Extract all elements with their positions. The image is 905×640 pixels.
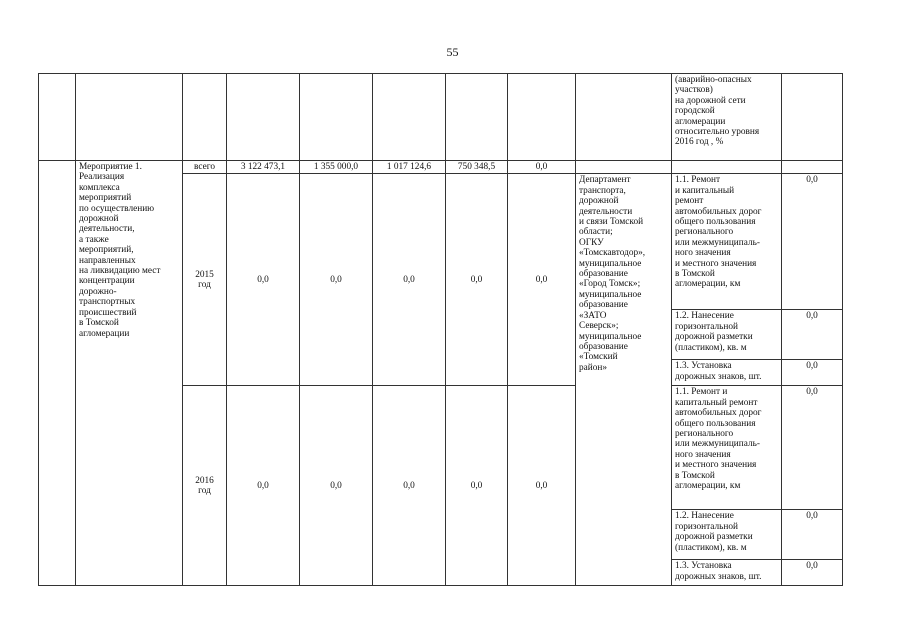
year-value: 0,0 <box>300 386 373 586</box>
indicator-text: 1.3. Установка дорожных знаков, шт. <box>672 560 782 586</box>
cell-empty <box>576 74 672 161</box>
indicator-text: 1.1. Ремонт и капитальный ремонт автомобильных дорог общего пользования регионального или межмуниципаль- ного значения и местного значения в Томской агломерации, км <box>672 386 782 510</box>
indicator-value: 0,0 <box>782 510 843 560</box>
year-label: 2015 год <box>183 174 227 386</box>
cell-empty <box>183 74 227 161</box>
year-value: 0,0 <box>508 386 576 586</box>
total-value-4: 750 348,5 <box>446 161 508 174</box>
indicator-value: 0,0 <box>782 386 843 510</box>
year-value: 0,0 <box>446 386 508 586</box>
indicator-text: (аварийно-опасных участков) на дорожной сети городской агломерации относительно уровня 2016 год , % <box>672 74 782 161</box>
indicator-text: 1.2. Нанесение горизонтальной дорожной разметки (пластиком), кв. м <box>672 310 782 360</box>
cell-empty <box>672 161 782 174</box>
total-value-1: 3 122 473,1 <box>227 161 300 174</box>
year-value: 0,0 <box>227 174 300 386</box>
executors: Департамент транспорта, дорожной деятельности и связи Томской области; ОГКУ «Томскавтодор», муниципальное образование «Город Томск»; муниципальное образование «ЗАТО Северск»; муниципальное образование «Томский район» <box>576 174 672 586</box>
total-label: всего <box>183 161 227 174</box>
year-value: 0,0 <box>227 386 300 586</box>
row-number-cell <box>39 161 76 586</box>
cell-empty <box>782 74 843 161</box>
cell-empty <box>227 74 300 161</box>
cell-empty <box>576 161 672 174</box>
indicator-text: 1.1. Ремонт и капитальный ремонт автомобильных дорог общего пользования регионального или межмуниципаль- ного значения и местного значения в Томской агломерации, км <box>672 174 782 310</box>
cell-empty <box>76 74 183 161</box>
indicator-value: 0,0 <box>782 360 843 386</box>
year-label: 2016 год <box>183 386 227 586</box>
total-value-5: 0,0 <box>508 161 576 174</box>
total-row <box>39 161 843 174</box>
indicator-value: 0,0 <box>782 174 843 310</box>
indicator-value: 0,0 <box>782 560 843 586</box>
year-value: 0,0 <box>373 386 446 586</box>
cell-empty <box>373 74 446 161</box>
program-table <box>38 73 843 586</box>
year-value: 0,0 <box>446 174 508 386</box>
cell-empty <box>782 161 843 174</box>
indicator-text: 1.2. Нанесение горизонтальной дорожной разметки (пластиком), кв. м <box>672 510 782 560</box>
year-value: 0,0 <box>373 174 446 386</box>
indicator-text: 1.3. Установка дорожных знаков, шт. <box>672 360 782 386</box>
page-number: 55 <box>446 45 459 59</box>
total-value-3: 1 017 124,6 <box>373 161 446 174</box>
continuation-row <box>39 74 843 161</box>
year-value: 0,0 <box>508 174 576 386</box>
cell-empty <box>39 74 76 161</box>
event-title: Мероприятие 1. Реализация комплекса мероприятий по осуществлению дорожной деятельности, а также мероприятий, направленных на ликвидацию мест концентрации дорожно- транспортных происшествий в Томской агломерации <box>76 161 183 586</box>
cell-empty <box>446 74 508 161</box>
cell-empty <box>508 74 576 161</box>
indicator-value: 0,0 <box>782 310 843 360</box>
year-value: 0,0 <box>300 174 373 386</box>
cell-empty <box>300 74 373 161</box>
total-value-2: 1 355 000,0 <box>300 161 373 174</box>
